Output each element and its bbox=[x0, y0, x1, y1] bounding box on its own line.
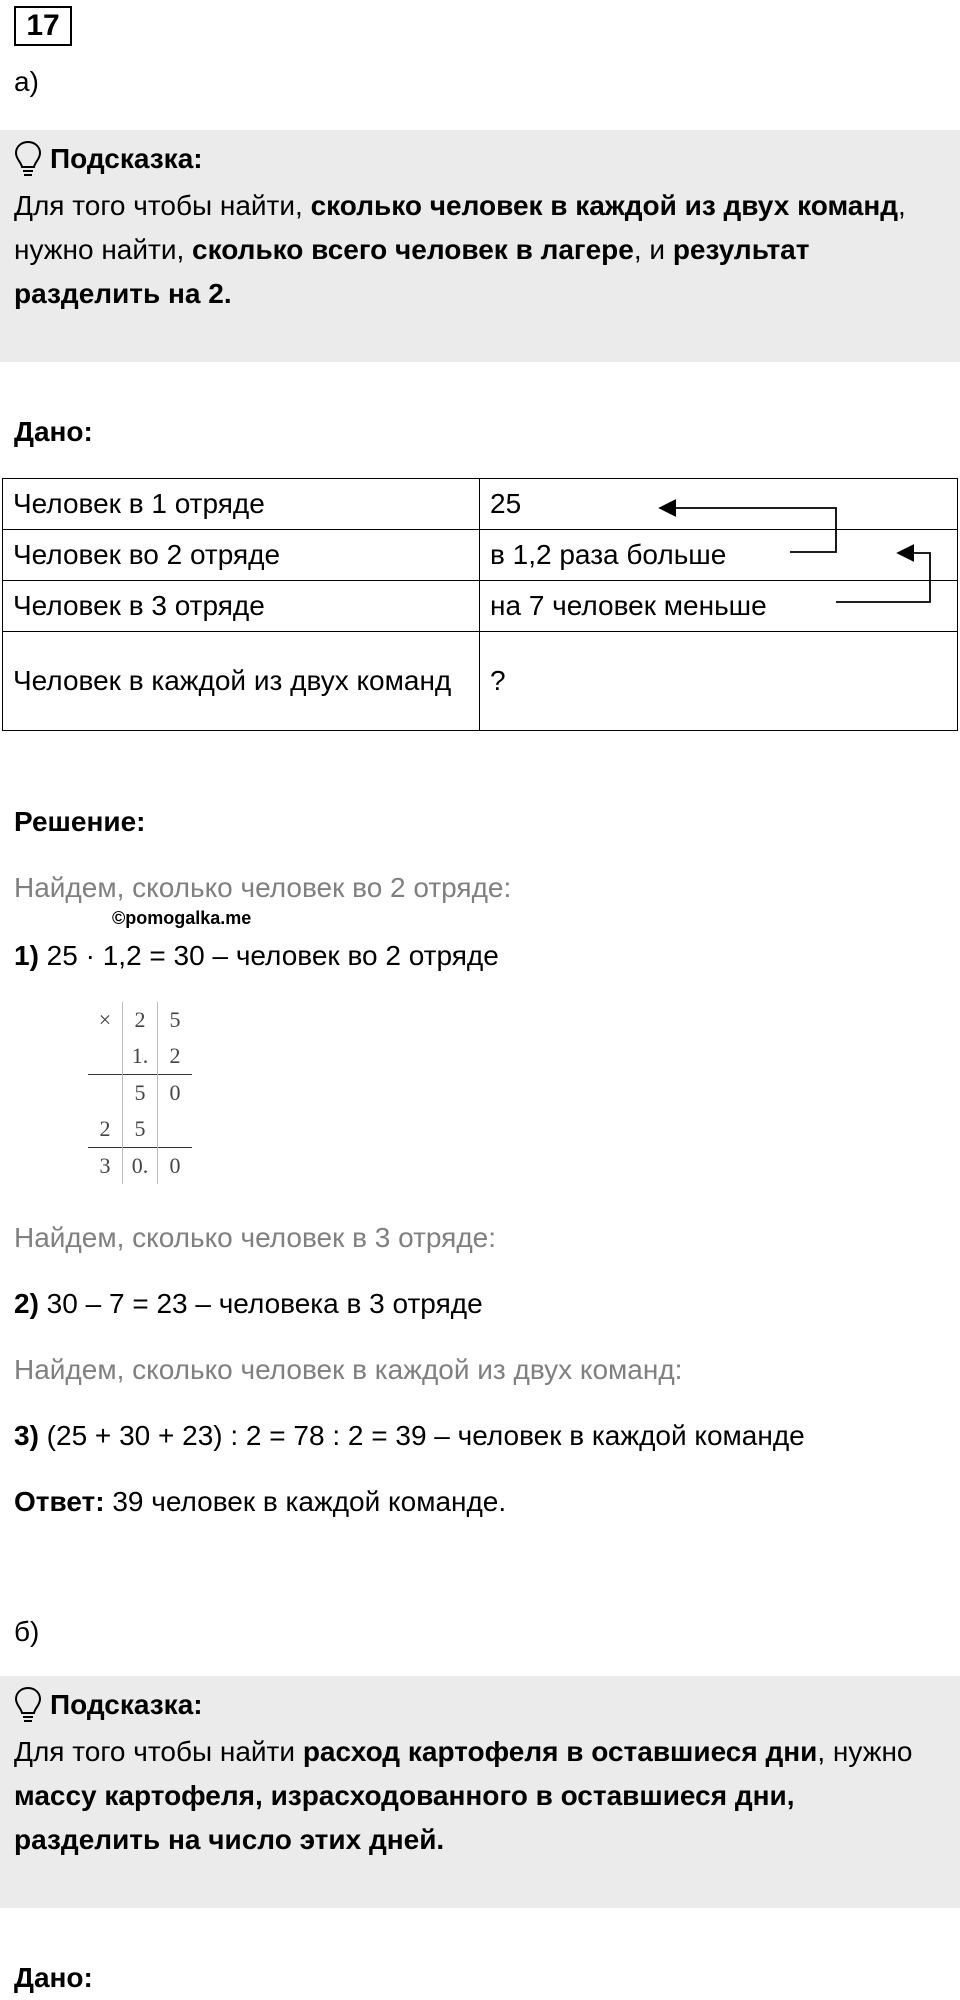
hint-box-b bbox=[0, 1676, 960, 1908]
relation-arrows bbox=[640, 490, 940, 620]
solution-heading-a: Решение: bbox=[14, 806, 146, 837]
mult-sign: × bbox=[88, 1002, 123, 1038]
table-cell-label: Человек в 3 отряде bbox=[3, 581, 480, 632]
arrow-1 bbox=[660, 508, 836, 552]
mult-cell: 2 bbox=[169, 1043, 181, 1068]
part-a-label: а) bbox=[14, 66, 39, 97]
part-b-label: б) bbox=[14, 1616, 40, 1647]
hint-title-b: Подсказка: bbox=[14, 1686, 203, 1724]
multiplication-grid bbox=[88, 1002, 192, 1184]
lightbulb-icon bbox=[14, 1686, 42, 1724]
hint-text-a: Для того чтобы найти, сколько человек в каждой из двух команд, нужно найти, сколько всего человек в лагере, и результат разделить на 2. bbox=[14, 190, 906, 309]
mult-cell: 2 bbox=[123, 1002, 158, 1038]
step-line: 3) (25 + 30 + 23) : 2 = 78 : 2 = 39 – человек в каждой команде bbox=[14, 1420, 805, 1451]
mult-cell: 0. bbox=[123, 1148, 158, 1185]
step-line: 2) 30 – 7 = 23 – человека в 3 отряде bbox=[14, 1288, 483, 1319]
hint-text-b: Для того чтобы найти расход картофеля в оставшиеся дни, нужно массу картофеля, израсходованного в оставшиеся дни, разделить на число этих дней. bbox=[14, 1736, 913, 1855]
lightbulb-icon bbox=[14, 140, 42, 178]
step-note: Найдем, сколько человек в каждой из двух команд: bbox=[14, 1354, 683, 1385]
problem-number: 17 bbox=[14, 6, 72, 46]
given-heading-a: Дано: bbox=[14, 416, 93, 447]
mult-cell: 5 bbox=[123, 1075, 158, 1112]
table-row bbox=[3, 632, 958, 731]
step-note: Найдем, сколько человек во 2 отряде: bbox=[14, 872, 512, 903]
mult-cell: 1. bbox=[123, 1038, 158, 1075]
step-line: 1) 25 · 1,2 = 30 – человек во 2 отряде bbox=[14, 940, 499, 971]
answer-line: Ответ: 39 человек в каждой команде. bbox=[14, 1486, 507, 1517]
table-cell-value: 25 bbox=[480, 479, 958, 530]
mult-cell: 5 bbox=[123, 1111, 158, 1148]
table-cell-label: Человек в каждой из двух команд bbox=[3, 632, 480, 731]
mult-cell: 0 bbox=[169, 1153, 181, 1178]
hint-title-a: Подсказка: bbox=[14, 140, 203, 178]
mult-cell: 0 bbox=[169, 1080, 181, 1105]
arrow-2 bbox=[836, 553, 930, 602]
given-heading-b: Дано: bbox=[14, 1962, 93, 1993]
mult-cell: 2 bbox=[88, 1111, 123, 1148]
step-note: Найдем, сколько человек в 3 отряде: bbox=[14, 1222, 497, 1253]
watermark: ©pomogalka.me bbox=[112, 908, 252, 928]
mult-cell: 3 bbox=[88, 1148, 123, 1185]
table-cell-label: Человек во 2 отряде bbox=[3, 530, 480, 581]
table-cell-value: на 7 человек меньше bbox=[480, 581, 958, 632]
column-multiplication bbox=[88, 1002, 202, 1192]
table-cell-value: в 1,2 раза больше bbox=[480, 530, 958, 581]
table-cell-value: ? bbox=[480, 632, 958, 731]
table-cell-label: Человек в 1 отряде bbox=[3, 479, 480, 530]
mult-cell: 5 bbox=[169, 1007, 181, 1032]
hint-box-a bbox=[0, 130, 960, 362]
